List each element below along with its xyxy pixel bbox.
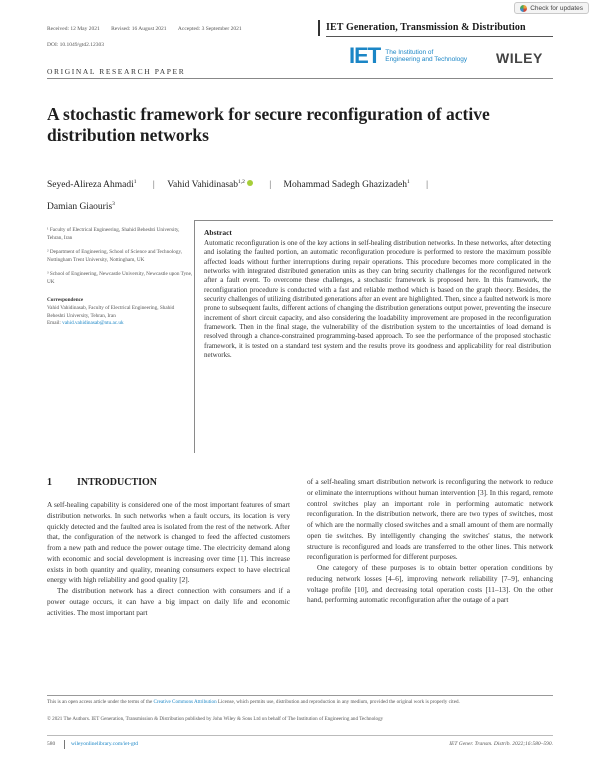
section-title: INTRODUCTION [77,477,158,488]
affiliation: ³ School of Engineering, Newcastle University, Newcastle upon Tyne, UK [47,271,193,285]
correspondence-email-line [47,320,193,328]
body-paragraph: One category of these purposes is to obtain better operation conditions by reducing network losses [4–6], improving network reliability [7–9], enhancing voltage profile [10], and decreasing total operation costs [11–13]. On the other hand, performing automatic reconfiguration after the outage of a part [307,563,553,605]
author-name: Vahid Vahidinasab [167,180,239,191]
citation-line: IET Gener. Transm. Distrib. 2022;16:580–590. [449,741,553,747]
author-list [47,173,553,217]
check-for-updates-label: Check for updates [530,4,583,12]
email-link[interactable]: vahid.vahidinasab@ntu.ac.uk [62,320,124,327]
crossmark-icon [520,5,527,12]
accepted-date: Accepted: 3 September 2021 [177,26,242,32]
abstract-heading: Abstract [204,228,232,237]
doi[interactable]: DOI: 10.1049/gtd2.12303 [47,42,104,48]
license-note [47,699,553,706]
email-label: Email: [47,320,61,327]
body-paragraph: A self-healing capability is considered one of the most important features of smart distribution networks. In such networks when a fault occurs, its location is very quickly detected and the faulted area is isolated from the rest of the network. After that, the configuration of the network is changed to feed the affected customers from a new path and reduce the power outage time. The electricity demand along with economic and social development is increasing over time [1]. This increase exists in both quantity and quality, meaning consumers expect to have electrical energy with high reliability and good quality [2]. [47,500,290,585]
iet-logo [349,45,467,67]
author[interactable] [167,173,253,195]
author[interactable] [47,195,115,217]
author-name: Damian Giaouris [47,202,113,213]
section-heading [47,477,157,488]
footer-rule [47,695,553,696]
author-sup: 3 [112,201,115,208]
abstract-top-rule [194,220,553,221]
body-paragraph: The distribution network has a direct connection with consumers and if a power outage occurs, it can have a big impact on daily life and economic activities. The most important part [47,586,290,617]
author-sup: 1,2 [238,179,245,185]
author[interactable] [284,173,410,195]
author[interactable] [47,173,137,195]
author-sup: 1 [133,179,137,185]
affiliation: ¹ Faculty of Electrical Engineering, Shahid Beheshti University, Tehran, Iran [47,227,180,241]
page-number: 580 [47,741,56,747]
correspondence-text: Vahid Vahidinasab, Faculty of Electrical Engineering, Shahid Beheshti University, Tehran, Iran [47,305,175,319]
body-column-left [47,500,290,618]
received-date: Received: 12 May 2021 [47,26,100,32]
iet-logo-mark: IET [349,43,381,68]
article-dates [47,26,252,32]
bottom-rule [47,735,553,736]
iet-line1: The Institution of [385,48,434,56]
author-separator: | [269,180,272,191]
article-type: ORIGINAL RESEARCH PAPER [47,67,186,76]
body-column-right [307,477,553,606]
iet-logo-text [385,49,467,64]
affiliations [47,227,193,328]
license-link[interactable]: Creative Commons Attribution [153,699,217,705]
affiliation: ² Department of Engineering, School of Science and Technology, Nottingham Trent University, Nottingham, UK [47,249,183,263]
author-sup: 1 [407,179,410,185]
orcid-icon[interactable] [247,180,253,186]
author-name: Mohammad Sadegh Ghazizadeh [283,180,408,191]
journal-rule [326,36,553,37]
check-for-updates-badge[interactable] [514,2,589,14]
author-separator: | [152,180,155,191]
paper-title: A stochastic framework for secure reconfiguration of active distribution networks [47,104,490,145]
license-pre: This is an open access article under the terms of the [47,699,154,705]
kicker-rule [47,78,553,79]
copyright-note: © 2021 The Authors. IET Generation, Transmission & Distribution published by John Wiley & Sons Ltd on behalf of The Institution of Engineering and Technology [47,716,384,722]
abstract-text: Automatic reconfiguration is one of the key actions in self-healing distribution networks. In these networks, after detecting and isolating the faulted portion, an automatic reconfiguration procedure is performed to restore the maximum possible affected loads without further interruptions during repair operations. This procedure becomes more complicated in the networks with integrated distributed generation units as they can bring security challenges for the reconfigured network after a fault event. To overcome these challenges, a stochastic framework is proposed here. In this framework, the reconfiguration procedure is conducted with a fast and reliable method which is based on the graph theory. Besides, the security challenges of utilizing distributed generations after an event are highlighted. Then, since a faulted network is more prone to subsequent faults, different actions of changing the distribution generations output power, preventing the insecure increment of short circuit capacity, and also considering the loadability improvement are proposed in the reconfiguration framework. Then in the final stage, the vulnerability of the distribution system to the uncertainties of load demand is resolved through a chance-constrained programming-based approach. To see the performance of the proposed stochastic framework, it is tested on a standard test system and the results prove its goodness and applicability for real distribution networks. [204,239,551,360]
correspondence-heading: Correspondence [47,296,84,303]
wiley-logo: WILEY [496,50,543,66]
journal-url[interactable]: wileyonlinelibrary.com/iet-gtd [71,741,138,747]
author-separator: | [426,180,429,191]
journal-name: IET Generation, Transmission & Distribution [326,22,526,33]
section-number: 1 [47,477,52,488]
journal-bar [318,20,320,36]
license-post: License, which permits use, distribution and reproduction in any medium, provided the original work is properly cited. [216,699,460,705]
iet-line2: Engineering and Technology [385,56,468,63]
revised-date: Revised: 16 August 2021 [111,26,167,32]
footer-separator [64,740,65,749]
author-name: Seyed-Alireza Ahmadi [47,180,134,191]
abstract-vertical-rule [194,220,195,453]
body-paragraph: of a self-healing smart distribution network is reconfiguring the network to reduce or eliminate the interruptions without human intervention [3]. In this regard, remote control switches play an important role in performing automatic network reconfiguration. In the distribution network, there are two types of switches, most of which are the normally closed switches and a small amount of them are normally open tie switches. By intelligently changing the switches' status, the network structure is reconfigured and loads are transferred to the other lines. This network reconfiguration is performed for different purposes. [307,477,553,562]
